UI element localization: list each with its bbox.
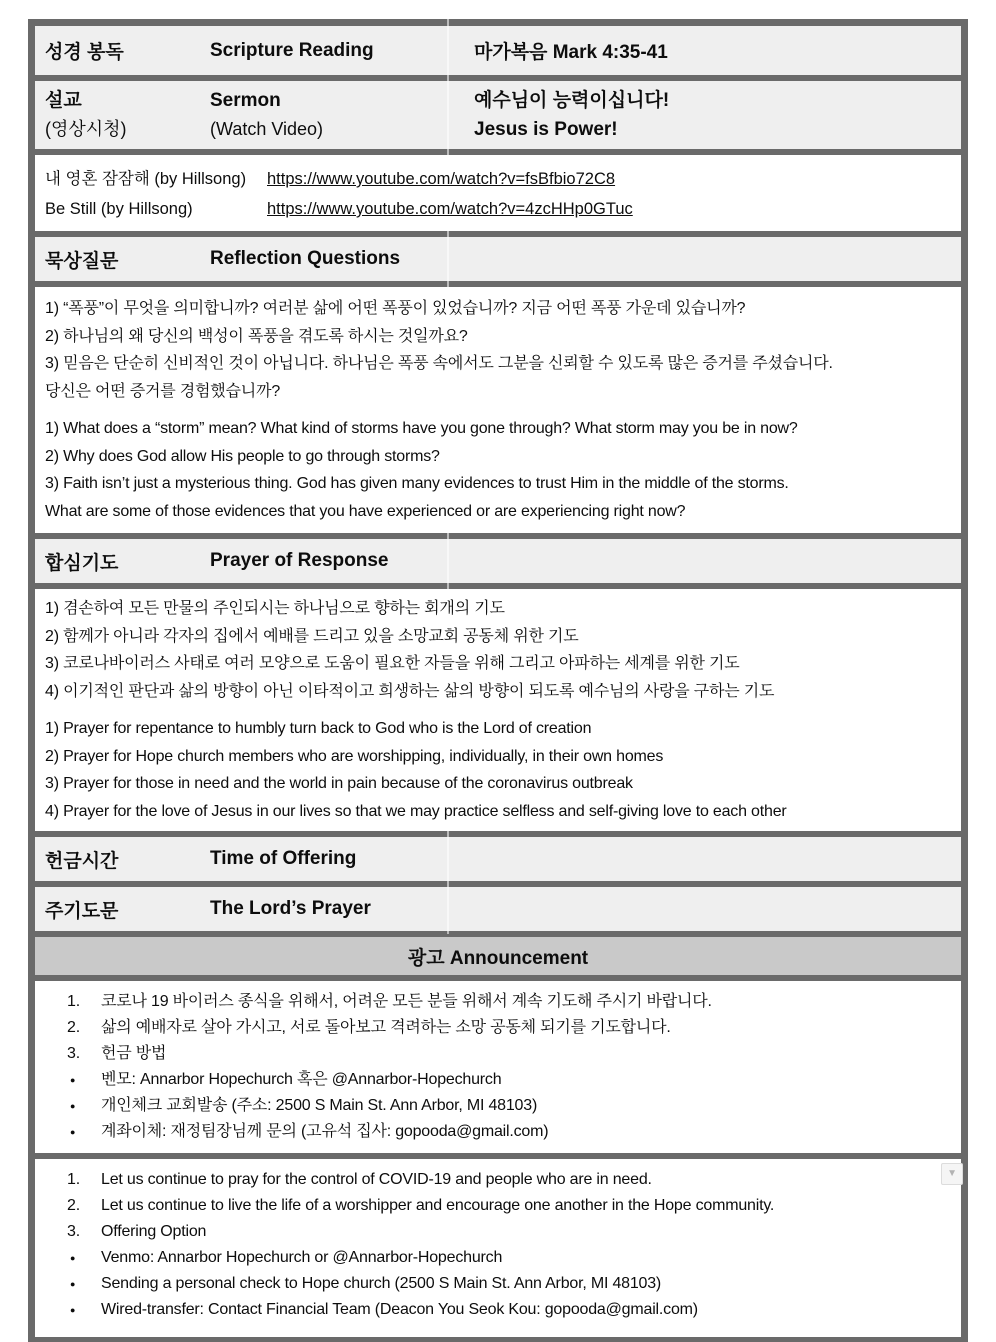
video-link[interactable]: https://www.youtube.com/watch?v=4zcHHp0GTuc	[267, 200, 633, 218]
row-prayer-header	[35, 539, 961, 583]
list-item	[67, 1015, 953, 1041]
list-item	[67, 1245, 953, 1271]
list-item	[67, 1093, 953, 1119]
announcement-title: 광고 Announcement	[407, 947, 589, 969]
sermon-en-sub: (Watch Video)	[210, 119, 324, 139]
reflection-ko-label: 묵상질문	[45, 250, 119, 272]
list-item	[67, 1297, 953, 1323]
bullet-icon: ●	[70, 1279, 76, 1289]
list-marker: 3.	[67, 1223, 80, 1240]
list-text: Let us continue to pray for the control of COVID-19 and people who are in need.	[101, 1171, 652, 1188]
list-item	[67, 989, 953, 1015]
video-label: Be Still (by Hillsong)	[45, 200, 193, 218]
reflection-en-line: 1) What does a “storm” mean? What kind of storms have you gone through? What storm may you be in now?	[45, 420, 798, 437]
offering-ko-label: 헌금시간	[45, 850, 119, 872]
announcement-band	[35, 937, 961, 975]
list-text: Let us continue to live the life of a worshipper and encourage one another in the Hope community.	[101, 1197, 775, 1214]
worship-bulletin	[28, 19, 968, 1342]
list-text: Offering Option	[101, 1223, 207, 1240]
bullet-icon: ●	[70, 1101, 76, 1111]
row-video-links	[35, 155, 961, 231]
list-text: Venmo: Annarbor Hopechurch or @Annarbor-Hopechurch	[101, 1249, 503, 1266]
prayer-ko-line: 4) 이기적인 판단과 삶의 방향이 아닌 이타적이고 희생하는 삶의 방향이 되도록 예수님의 사랑을 구하는 기도	[45, 682, 775, 700]
sermon-title-ko: 예수님이 능력이십니다!	[474, 90, 670, 111]
reflection-en-line: 2) Why does God allow His people to go through storms?	[45, 447, 440, 465]
sermon-en-label: Sermon	[210, 90, 281, 111]
prayer-ko-line: 2) 함께가 아니라 각자의 집에서 예배를 드리고 있을 소망교회 공동체 위한 기도	[45, 627, 579, 645]
reflection-ko-line: 2) 하나님의 왜 당신의 백성이 폭풍을 겪도록 하시는 것일까요?	[45, 327, 468, 345]
list-marker: 3.	[67, 1045, 80, 1062]
sermon-ko-sub: (영상시청)	[45, 119, 127, 139]
video-link-line	[45, 194, 961, 224]
list-item	[67, 1167, 953, 1193]
row-lords-prayer	[35, 887, 961, 931]
bullet-icon: ●	[70, 1305, 76, 1315]
reflection-en-label: Reflection Questions	[210, 248, 401, 269]
spacer	[45, 405, 951, 415]
list-text: 헌금 방법	[101, 1045, 167, 1062]
sermon-ko-label: 설교	[45, 90, 82, 111]
prayer-ko-line: 3) 코로나바이러스 사태로 여러 모양으로 도움이 필요한 자들을 위해 그리고 아파하는 세계를 위한 기도	[45, 655, 740, 672]
list-text: Sending a personal check to Hope church (2500 S Main St. Ann Arbor, MI 48103)	[101, 1275, 662, 1292]
list-marker: 2.	[67, 1019, 80, 1036]
list-text: Wired-transfer: Contact Financial Team (Deacon You Seok Kou: gopooda@gmail.com)	[101, 1301, 698, 1318]
scripture-ko-label: 성경 봉독	[45, 42, 124, 63]
video-label: 내 영혼 잠잠해 (by Hillsong)	[45, 170, 247, 188]
list-text: 삶의 예배자로 살아 가시고, 서로 돌아보고 격려하는 소망 공동체 되기를 기도합니다.	[101, 1019, 671, 1036]
list-item	[67, 1193, 953, 1219]
prayer-en-line: 4) Prayer for the love of Jesus in our lives so that we may practice selfless and self-giving love to each other	[45, 802, 787, 820]
bullet-icon: ●	[70, 1075, 76, 1085]
prayer-body	[35, 589, 961, 831]
list-text: 벤모: Annarbor Hopechurch 혹은 @Annarbor-Hopechurch	[101, 1071, 502, 1088]
list-text: 개인체크 교회발송 (주소: 2500 S Main St. Ann Arbor, MI 48103)	[101, 1097, 538, 1114]
bullet-icon: ●	[70, 1253, 76, 1263]
triangle-down-icon: ▼	[947, 1168, 957, 1179]
announcements-english	[35, 1159, 961, 1337]
lords-prayer-ko-label: 주기도문	[45, 900, 119, 922]
scripture-passage: 마가복음 Mark 4:35-41	[474, 42, 668, 63]
list-marker: 1.	[67, 993, 80, 1010]
video-link[interactable]: https://www.youtube.com/watch?v=fsBfbio72C8	[267, 170, 616, 188]
reflection-questions-body	[35, 287, 961, 533]
prayer-ko-label: 합심기도	[45, 552, 119, 574]
list-text: 코로나 19 바이러스 종식을 위해서, 어려운 모든 분들 위해서 계속 기도해 주시기 바랍니다.	[101, 993, 712, 1010]
scroll-dropdown-button[interactable]	[941, 1163, 963, 1185]
prayer-ko-line: 1) 겸손하여 모든 만물의 주인되시는 하나님으로 향하는 회개의 기도	[45, 600, 505, 617]
reflection-ko-line: 당신은 어떤 증거를 경험했습니까?	[45, 382, 281, 400]
reflection-en-line: 3) Faith isn’t just a mysterious thing. God has given many evidences to trust Him in the middle of the storms.	[45, 475, 789, 492]
list-item	[67, 1067, 953, 1093]
reflection-en-line: What are some of those evidences that you have experienced or are experiencing right now?	[45, 502, 686, 520]
row-scripture-reading	[35, 26, 961, 75]
spacer	[45, 705, 951, 715]
reflection-ko-line: 3) 믿음은 단순히 신비적인 것이 아닙니다. 하나님은 폭풍 속에서도 그분을 신뢰할 수 있도록 많은 증거를 주셨습니다.	[45, 355, 833, 372]
offering-en-label: Time of Offering	[210, 848, 357, 869]
video-link-line	[45, 164, 961, 194]
list-item	[67, 1041, 953, 1067]
list-item	[67, 1119, 953, 1145]
reflection-ko-line: 1) “폭풍”이 무엇을 의미합니까? 여러분 삶에 어떤 폭풍이 있었습니까? 지금 어떤 폭풍 가운데 있습니까?	[45, 300, 746, 317]
list-text: 계좌이체: 재정팀장님께 문의 (고유석 집사: gopooda@gmail.com)	[101, 1123, 549, 1140]
lords-prayer-en-label: The Lord’s Prayer	[210, 898, 371, 919]
list-item	[67, 1271, 953, 1297]
announcements-korean	[35, 981, 961, 1153]
row-reflection-header	[35, 237, 961, 281]
prayer-en-line: 1) Prayer for repentance to humbly turn back to God who is the Lord of creation	[45, 720, 592, 737]
scripture-en-label: Scripture Reading	[210, 39, 374, 61]
list-marker: 2.	[67, 1197, 80, 1214]
row-sermon	[35, 81, 961, 149]
list-item	[67, 1219, 953, 1245]
prayer-en-label: Prayer of Response	[210, 550, 389, 571]
prayer-en-line: 2) Prayer for Hope church members who are worshipping, individually, in their own homes	[45, 747, 664, 765]
list-marker: 1.	[67, 1171, 80, 1188]
sermon-title-en: Jesus is Power!	[474, 119, 618, 140]
prayer-en-line: 3) Prayer for those in need and the world in pain because of the coronavirus outbreak	[45, 775, 633, 792]
row-offering	[35, 837, 961, 881]
bullet-icon: ●	[70, 1127, 76, 1137]
